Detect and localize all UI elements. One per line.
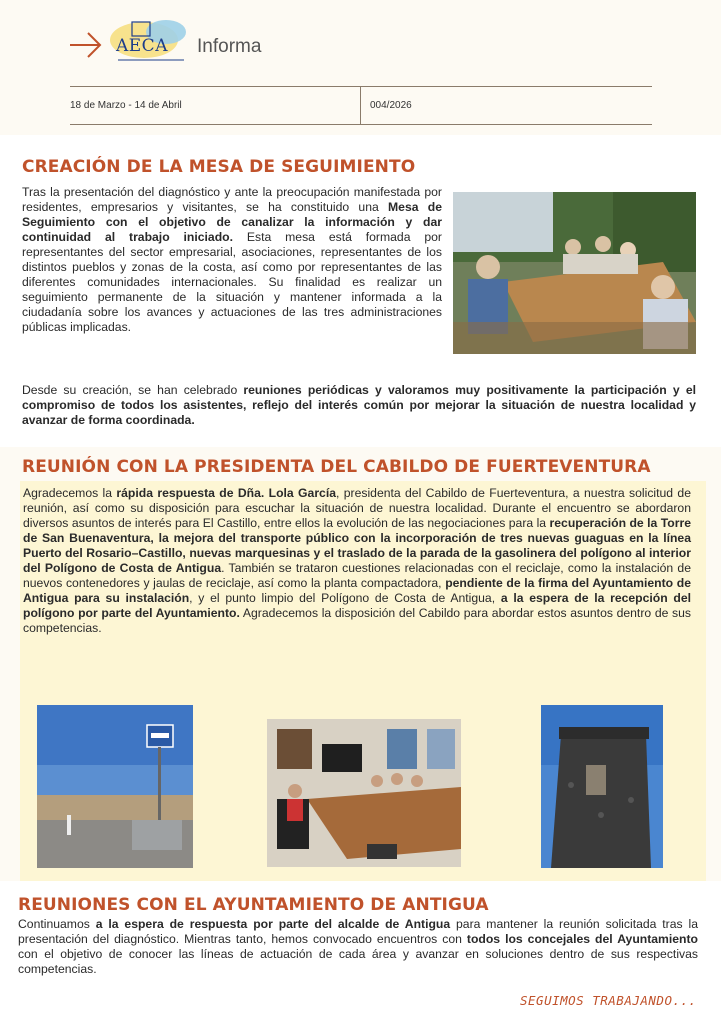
- section-paragraph: Tras la presentación del diagnóstico y ante la preocupación manifestada por residentes, empresarios y visitantes, se ha constituido una Mesa de Seguimiento con el objetivo de canalizar la información y dar continuidad al trabajo iniciado. Esta mesa está formada por representantes del sector empresarial, asociaciones, representantes de los distintos pueblos y zonas de la costa, así como por representantes de las diferentes comunidades internacionales. Su finalidad es realizar un seguimiento permanente de la situación y mantener informada a la ciudadanía sobre los avances y actuaciones de las tres administraciones públicas implicadas.: [22, 185, 442, 334]
- section-title: CREACIÓN DE LA MESA DE SEGUIMIENTO: [22, 157, 416, 177]
- section-title: REUNIÓN CON LA PRESIDENTA DEL CABILDO DE FUERTEVENTURA: [22, 457, 651, 477]
- bus-stop-photo: [37, 705, 193, 868]
- divider: [70, 86, 652, 87]
- section-cabildo: [20, 481, 706, 881]
- section-mesa-seguimiento: [0, 135, 721, 447]
- section-ayuntamiento: [0, 881, 721, 1024]
- section-paragraph: Desde su creación, se han celebrado reuniones periódicas y valoramos muy positivamente la participación y el compromiso de todos los asistentes, reflejo del interés común por mejorar la situación de nuestra localidad y avanzar de forma coordinada.: [22, 383, 696, 427]
- closing-tagline: SEGUIMOS TRABAJANDO...: [520, 993, 697, 1008]
- logo-text: AECA: [116, 36, 168, 56]
- section-paragraph: Continuamos a la espera de respuesta por parte del alcalde de Antigua para mantener la reunión solicitada tras la presentación del diagnóstico. Mientras tanto, hemos convocado encuentros con todos los concejales del Ayuntamiento con el objetivo de conocer las líneas de actuación de cada área y avanzar en soluciones dentro de sus respectivas competencias.: [18, 917, 698, 976]
- section-title: REUNIONES CON EL AYUNTAMIENTO DE ANTIGUA: [18, 895, 489, 915]
- date-range: 18 de Marzo - 14 de Abril: [70, 100, 182, 111]
- newsletter-header: [0, 0, 721, 135]
- meeting-photo: [453, 192, 696, 354]
- divider: [70, 124, 652, 125]
- arrow-right-icon: [68, 30, 104, 60]
- section-paragraph: Agradecemos la rápida respuesta de Dña. Lola García, presidenta del Cabildo de Fuerteventura, a nuestra solicitud de reunión, así como su disposición para escuchar la situación de nuestra localidad. Durante el encuentro se abordaron diversos asuntos de interés para El Castillo, entre ellos la evolución de las negociaciones para la recuperación de la Torre de San Buenaventura, la mejora del transporte público con la incorporación de tres nuevas guaguas en la línea Puerto del Rosario–Castillo, nuevas marquesinas y el traslado de la parada de la gasolinera del polígono al interior del Polígono de Costa de Antigua. También se trataron cuestiones relacionadas con el reciclaje, como la instalación de nuevos contenedores y jaulas de reciclaje, así como la planta compactadora, pendiente de la firma del Ayuntamiento de Antigua para su instalación, y el punto limpio del Polígono de Costa de Antigua, a la espera de la recepción del polígono por parte del Ayuntamiento. Agradecemos la disposición del Cabildo para abordar estos asuntos dentro de sus competencias.: [23, 486, 692, 635]
- issue-number: 004/2026: [370, 100, 412, 111]
- meeting-room-photo: [267, 719, 461, 867]
- tower-photo: [541, 705, 663, 868]
- divider: [360, 86, 361, 124]
- header-title: Informa: [197, 36, 262, 57]
